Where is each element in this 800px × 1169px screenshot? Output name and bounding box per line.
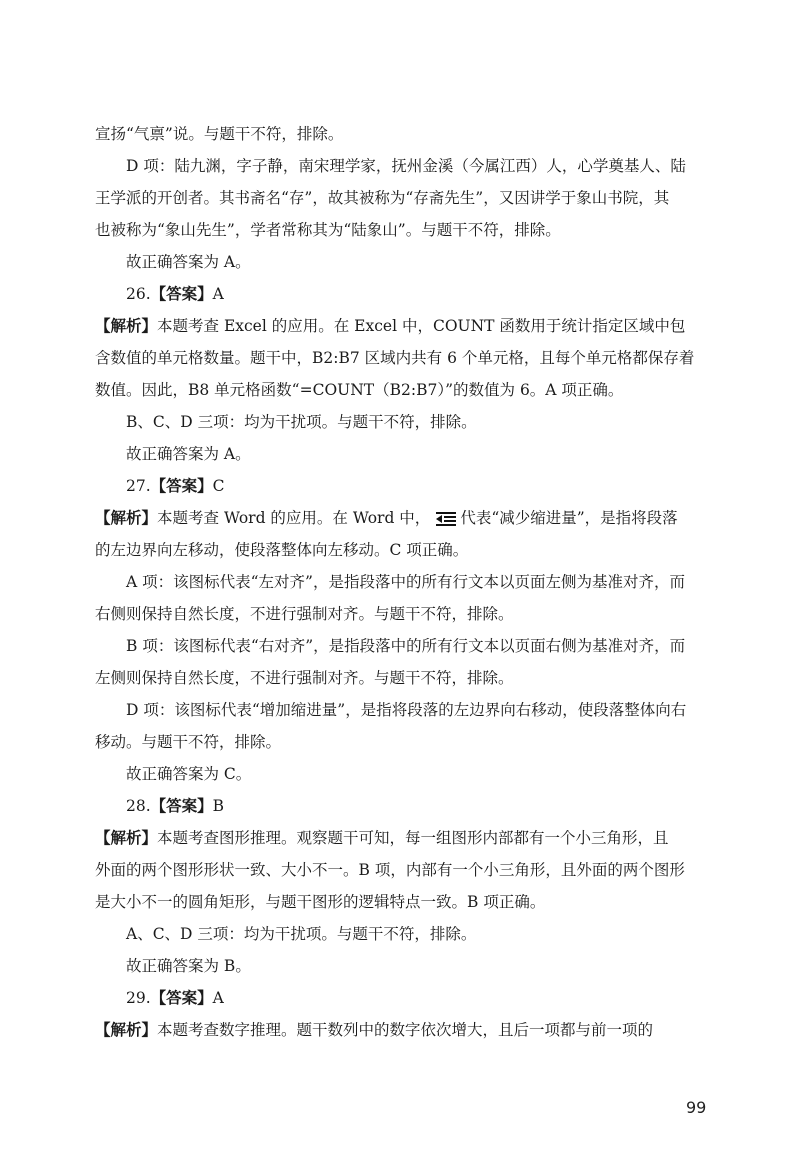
question-number: 28. [126, 797, 151, 815]
analysis-text: 代表“减少缩进量”，是指将段落 [460, 509, 678, 527]
analysis-label: 【解析】 [95, 509, 158, 527]
analysis-label: 【解析】 [95, 1021, 158, 1039]
text-line: 故正确答案为 C。 [126, 765, 252, 783]
analysis-label: 【解析】 [95, 317, 158, 335]
analysis-line [95, 310, 725, 342]
answer-heading-29 [95, 982, 725, 1014]
question-number: 27. [126, 477, 151, 495]
answer-label: 【答案】 [150, 477, 213, 495]
analysis-text: 本题考查 Word 的应用。在 Word 中， [157, 509, 431, 527]
analysis-line [95, 1014, 725, 1046]
text-line: A 项：该图标代表“左对齐”，是指段落中的所有行文本以页面左侧为基准对齐，而 [126, 573, 685, 591]
analysis-text: 本题考查数字推理。题干数列中的数字依次增大，且后一项都与前一项的 [157, 1021, 654, 1039]
text-line: 数值。因此，B8 单元格函数“=COUNT（B2:B7）”的数值为 6。A 项正确。 [95, 381, 624, 399]
text-line: B、C、D 三项：均为干扰项。与题干不符，排除。 [126, 413, 477, 431]
answer-heading-28 [95, 790, 725, 822]
text-line: 宣扬“气禀”说。与题干不符，排除。 [95, 125, 344, 143]
question-number: 26. [126, 285, 151, 303]
decrease-indent-icon [436, 512, 456, 526]
text-line: 移动。与题干不符，排除。 [95, 733, 282, 751]
text-line: D 项：该图标代表“增加缩进量”，是指将段落的左边界向右移动，使段落整体向右 [126, 701, 687, 719]
text-line: 故正确答案为 A。 [126, 253, 251, 271]
text-line: 王学派的开创者。其书斋名“存”，故其被称为“存斋先生”，又因讲学于象山书院，其 [95, 189, 670, 207]
answer-value: B [212, 797, 225, 815]
page-number: 99 [686, 1098, 707, 1117]
answer-heading-27 [95, 470, 725, 502]
text-line: 也被称为“象山先生”，学者常称其为“陆象山”。与题干不符，排除。 [95, 221, 561, 239]
answer-label: 【答案】 [150, 285, 213, 303]
text-line: 右侧则保持自然长度，不进行强制对齐。与题干不符，排除。 [95, 605, 514, 623]
analysis-label: 【解析】 [95, 829, 158, 847]
answer-label: 【答案】 [150, 989, 213, 1007]
answer-value: C [212, 477, 225, 495]
answer-label: 【答案】 [150, 797, 213, 815]
text-line: 是大小不一的圆角矩形，与题干图形的逻辑特点一致。B 项正确。 [95, 893, 546, 911]
text-line: A、C、D 三项：均为干扰项。与题干不符，排除。 [126, 925, 477, 943]
text-line: 外面的两个图形形状一致、大小不一。B 项，内部有一个小三角形，且外面的两个图形 [95, 861, 685, 879]
analysis-text: 本题考查图形推理。观察题干可知，每一组图形内部都有一个小三角形，且 [157, 829, 669, 847]
text-line: 含数值的单元格数量。题干中，B2:B7 区域内共有 6 个单元格，且每个单元格都保存着 [95, 349, 695, 367]
text-line: 左侧则保持自然长度，不进行强制对齐。与题干不符，排除。 [95, 669, 514, 687]
document-body [95, 118, 725, 1046]
answer-value: A [212, 989, 224, 1007]
text-line: 的左边界向左移动，使段落整体向左移动。C 项正确。 [95, 541, 469, 559]
analysis-line [95, 822, 725, 854]
analysis-text: 本题考查 Excel 的应用。在 Excel 中，COUNT 函数用于统计指定区域中包 [157, 317, 686, 335]
text-line: 故正确答案为 B。 [126, 957, 251, 975]
analysis-line [95, 502, 725, 534]
text-line: D 项：陆九渊，字子静，南宋理学家，抚州金溪（今属江西）人，心学奠基人、陆 [126, 157, 686, 175]
answer-value: A [212, 285, 224, 303]
text-line: 故正确答案为 A。 [126, 445, 251, 463]
question-number: 29. [126, 989, 151, 1007]
text-line: B 项：该图标代表“右对齐”，是指段落中的所有行文本以页面右侧为基准对齐，而 [126, 637, 686, 655]
answer-heading-26 [95, 278, 725, 310]
